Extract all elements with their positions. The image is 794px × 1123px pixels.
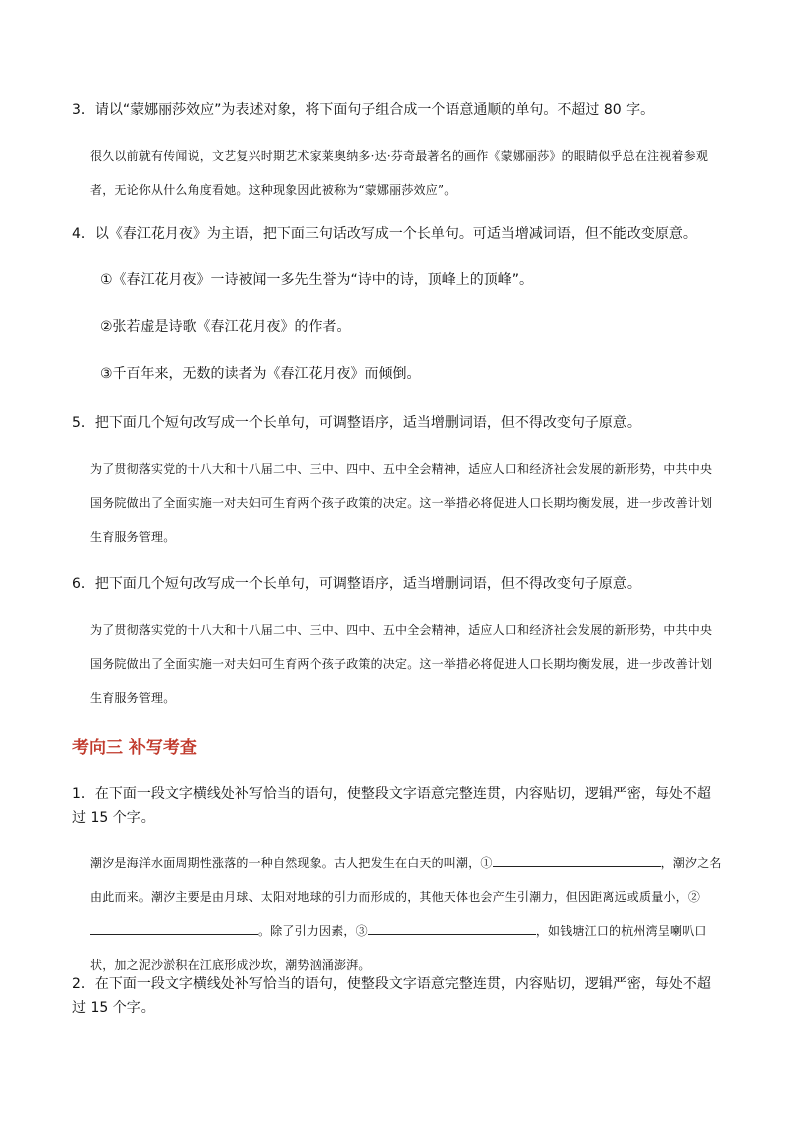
question-4-sentence-3: ③千百年来，无数的读者为《春江花月夜》而倾倒。: [100, 366, 421, 382]
answer-blank-1[interactable]: [493, 852, 661, 867]
question-5: 5．把下面几个短句改写成一个长单句，可调整语序，适当增删词语，但不得改变句子原意。: [72, 415, 641, 431]
blank-marker-3: ③: [355, 924, 368, 938]
passage-part-2: ，潮汐之名由此而来。潮汐主要是由月球、太阳对地球的引力而形成的，其他天体也会产生引潮力，但因距离远或质量小，: [90, 856, 722, 904]
question-5-passage: 为了贯彻落实党的十八大和十八届二中、三中、四中、五中全会精神，适应人口和经济社会发展的新形势，中共中央国务院做出了全面实施一对夫妇可生育两个孩子政策的决定。这一举措必将促进人口长期均衡发展，进一步改善计划生育服务管理。: [90, 462, 713, 544]
question-6: 6．把下面几个短句改写成一个长单句，可调整语序，适当增删词语，但不得改变句子原意。: [72, 576, 641, 592]
passage-part-4: ，如钱塘江口的杭州湾呈喇叭口状，加之泥沙淤积在江底形成沙坎，潮势汹涌澎湃。: [90, 924, 707, 972]
question-4: 4．以《春江花月夜》为主语，把下面三句话改写成一个长单句。可适当增减词语，但不能改变原意。: [72, 226, 697, 242]
question-3: 3．请以“蒙娜丽莎效应”为表述对象，将下面句子组合成一个语意通顺的单句。不超过 80 字。: [72, 102, 655, 118]
fill-question-1: 1．在下面一段文字横线处补写恰当的语句，使整段文字语意完整连贯，内容贴切，逻辑严密，每处不超过 15 个字。: [72, 786, 711, 826]
fill-question-2: 2．在下面一段文字横线处补写恰当的语句，使整段文字语意完整连贯，内容贴切，逻辑严密，每处不超过 15 个字。: [72, 976, 711, 1016]
answer-blank-2[interactable]: [90, 920, 258, 935]
question-3-passage: 很久以前就有传闻说，文艺复兴时期艺术家莱奥纳多·达·芬奇最著名的画作《蒙娜丽莎》的眼睛似乎总在注视着参观者，无论你从什么角度看她。这种现象因此被称为“蒙娜丽莎效应”。: [90, 149, 709, 197]
question-4-sentence-1: ①《春江花月夜》一诗被闻一多先生誉为“诗中的诗，顶峰上的顶峰”。: [100, 272, 534, 288]
section-heading: 考向三 补写考查: [72, 738, 197, 758]
answer-blank-3[interactable]: [368, 920, 536, 935]
question-6-passage: 为了贯彻落实党的十八大和十八届二中、三中、四中、五中全会精神，适应人口和经济社会发展的新形势，中共中央国务院做出了全面实施一对夫妇可生育两个孩子政策的决定。这一举措必将促进人口长期均衡发展，进一步改善计划生育服务管理。: [90, 623, 713, 705]
blank-marker-2: ②: [687, 890, 701, 904]
question-4-sentence-2: ②张若虚是诗歌《春江花月夜》的作者。: [100, 319, 351, 335]
fill-question-1-passage: [90, 846, 722, 982]
blank-marker-1: ①: [480, 856, 493, 870]
passage-part-1: 潮汐是海洋水面周期性涨落的一种自然现象。古人把发生在白天的叫潮，: [90, 856, 481, 870]
passage-part-3: 。除了引力因素，: [258, 924, 356, 938]
